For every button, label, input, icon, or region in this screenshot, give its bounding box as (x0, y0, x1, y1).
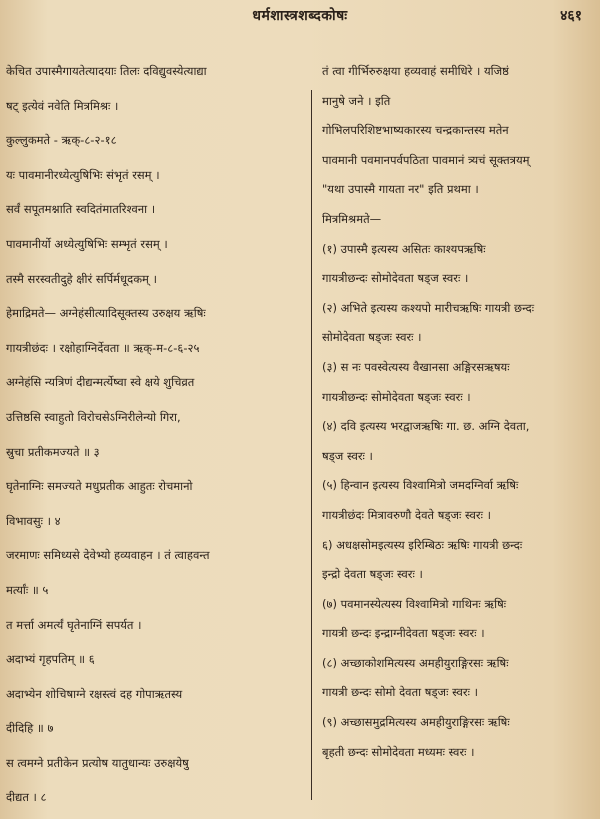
page-header (0, 4, 600, 28)
text-line: (८) अच्छाकोशमित्यस्य अमहीयुराङ्गिरसः ऋषिः (322, 655, 509, 670)
text-line: षड्ज स्वरः । (322, 448, 373, 463)
text-line: (९) अच्छासमुद्रमित्यस्य अमहीयुराङ्गिरसः ऋषिः (322, 715, 510, 730)
text-line: विभावसुः । ४ (6, 513, 61, 528)
text-line: (३) स नः पवस्वेत्यस्य वैखानसा अङ्गिरसऋषयः (322, 359, 510, 374)
text-line: हेमाद्रिमते— अग्नेहंसीत्यादिसूक्तस्य उरुक्षय ऋषिः (6, 306, 206, 321)
text-line: तस्मै सरस्वतीदुहे क्षीरं सर्पिर्मधूदकम् । (6, 271, 157, 286)
text-line: गायत्रीछंदः । रक्षोहाग्निर्देवता ॥ ऋक्-म-८-६-२५ (6, 340, 200, 355)
text-line: गायत्री छन्दः इन्द्राग्नीदेवता षड्जः स्वरः । (322, 626, 485, 641)
text-line: केचित उपास्मैगायतेत्यादयाः तिलः दविद्युवस्येत्याद्या (6, 64, 207, 78)
text-line: "यथा उपास्मै गायता नर" इति प्रथमा । (322, 182, 479, 197)
text-line: अदाभ्येन शोचिषाग्ने रक्षस्त्वं दह गोपाऋतस्य (6, 686, 183, 701)
text-line: स त्वमग्ने प्रतीकेन प्रत्योष यातुधान्यः उरुक्षयेषु (6, 755, 189, 770)
text-line: गायत्रीछन्दः सोमोदेवता षड्ज स्वरः । (322, 271, 469, 286)
page-number: ४६१ (560, 8, 582, 24)
text-line: पावमानीर्यो अध्येत्युषिभिः सम्भृतं रसम् । (6, 236, 168, 251)
text-line: गायत्रीछंदः मित्रावरुणौ देवते षड्जः स्वरः । (322, 507, 491, 522)
text-line: (५) हिन्वान इत्यस्य विश्वामित्रो जमदग्निर्वा ऋषिः (322, 478, 519, 493)
text-line: स्रुचा प्रतीकमज्यते ॥ ३ (6, 444, 100, 459)
text-line: इन्द्रो देवता षड्जः स्वरः । (322, 567, 423, 582)
text-line: अग्नेहंसि न्यत्रिणं दीद्यन्मर्त्येष्वा स्वे क्षये शुचिव्रत (6, 375, 195, 390)
text-line: मित्रमिश्रमते— (322, 211, 382, 226)
text-line: दीद्यत । ८ (6, 790, 47, 805)
text-line: मानुषे जने । इति (322, 93, 391, 108)
text-line: गायत्रीछन्दः सोमोदेवता षड्जः स्वरः । (322, 389, 471, 404)
column-divider (311, 90, 312, 800)
text-line: उत्तिष्ठसि स्वाहुतो विरोचसेऽग्निरीलेन्यो गिरा, (6, 409, 181, 424)
text-line: सर्वं सपूतमश्नाति स्वदितंमातरिश्वना । (6, 202, 156, 217)
text-line: (७) पवमानस्येत्यस्य विश्वामित्रो गाथिनः ऋषिः (322, 596, 507, 611)
text-line: (४) दवि इत्यस्य भरद्वाजऋषिः गा. छ. अग्नि देवता, (322, 419, 530, 434)
text-line: पावमानी पवमानपर्वपठिता पावमानं त्र्यचं सूक्तत्रयम् (322, 152, 530, 167)
text-line: कुल्लुकमते - ऋक्-८-२-१८ (6, 133, 117, 148)
right-column (322, 64, 596, 811)
text-line: यः पावमानीरध्येत्युषिभिः संभृतं रसम् । (6, 167, 160, 182)
text-line: ६) अधक्षसोमइत्यस्य इरिम्बिठः ऋषिः गायत्री छन्दः (322, 537, 523, 552)
text-line: बृहती छन्दः सोमोदेवता मध्यमः स्वरः । (322, 744, 475, 759)
text-line: अदाभ्यं गृहपतिम् ॥ ६ (6, 652, 95, 667)
left-column (6, 64, 302, 811)
text-line: गोभिलपरिशिष्टभाष्यकारस्य चन्द्रकान्तस्य मतेन (322, 123, 509, 138)
text-line: सोमोदेवता षड्जः स्वरः । (322, 330, 422, 345)
text-line: षट् इत्येवं नवेति मित्रमिश्रः । (6, 98, 119, 113)
text-line: (१) उपास्मै इत्यस्य असितः काश्यपऋषिः (322, 241, 486, 256)
text-line: जरमाणः समिध्यसे देवेभ्यो हव्यवाहन । तं त्वाहवन्त (6, 548, 210, 563)
text-line: (२) अभिते इत्यस्य कश्यपो मारीचऋषिः गायत्री छन्दः (322, 300, 535, 315)
running-title: धर्मशास्त्रशब्दकोषः (252, 8, 348, 24)
text-line: घृतेनाग्निः समज्यते मधुप्रतीक आहुतः रोचमानो (6, 479, 193, 494)
text-line: तं त्वा गीर्भिरुरुक्षया हव्यवाहं समीधिरे । यजिष्ठं (322, 64, 509, 78)
text-line: मर्त्यांः ॥ ५ (6, 582, 49, 597)
text-line: दीदिहि ॥ ७ (6, 721, 54, 736)
text-line: त मर्त्ता अमर्त्यं घृतेनाग्निं सपर्यत । (6, 617, 142, 632)
text-line: गायत्री छन्दः सोमो देवता षड्जः स्वरः । (322, 685, 478, 700)
